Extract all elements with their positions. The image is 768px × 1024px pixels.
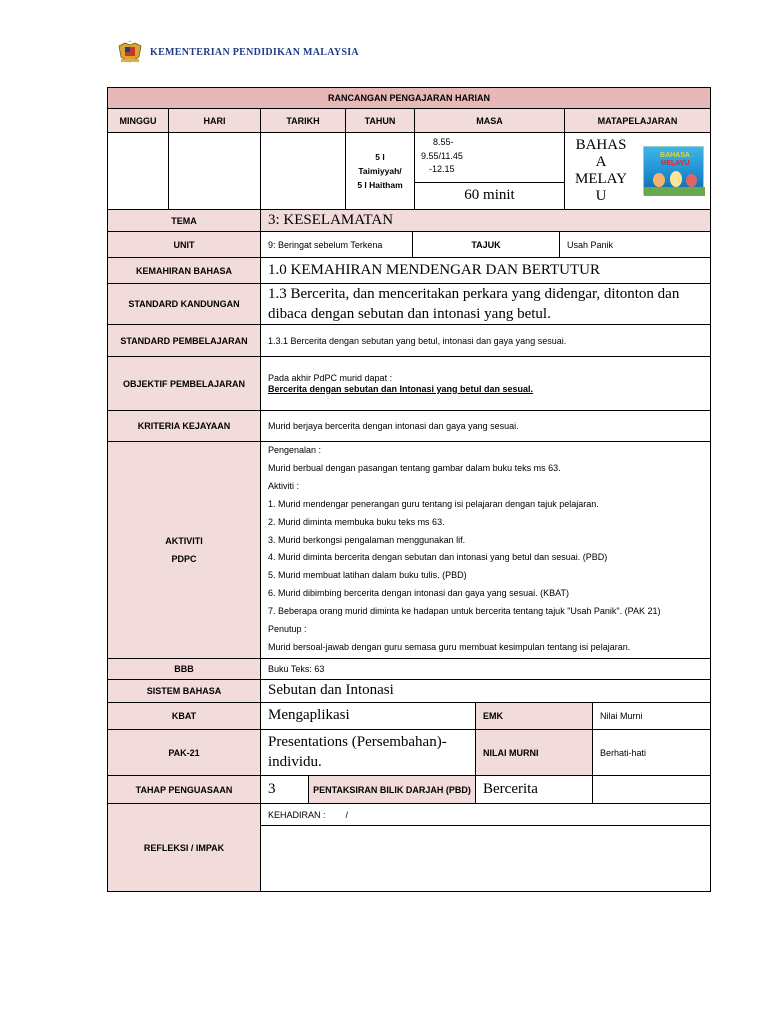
aktiviti-content	[260, 441, 711, 659]
kriteria-label: KRITERIA KEJAYAAN	[107, 410, 261, 442]
header-matapelajaran: MATAPELAJARAN	[564, 108, 711, 133]
cover-figure-3	[686, 174, 697, 187]
cover-ground	[644, 187, 705, 196]
bbb-label: BBB	[107, 658, 261, 680]
hari-cell	[168, 132, 261, 210]
masa-line: -12.15	[429, 164, 455, 174]
subject-line: MELAY	[575, 171, 627, 187]
tema-label: TEMA	[107, 209, 261, 232]
kemahiran-label: KEMAHIRAN BAHASA	[107, 257, 261, 284]
subject-line: U	[595, 188, 607, 204]
tajuk-value: Usah Panik	[559, 231, 711, 258]
aktiviti-line: 6. Murid dibimbing bercerita dengan intonasi dan gaya yang sesuai. (KBAT)	[268, 588, 570, 599]
unit-label: UNIT	[107, 231, 261, 258]
subject-line: BAHAS	[575, 137, 627, 153]
tajuk-label: TAJUK	[412, 231, 560, 258]
header-tarikh: TARIKH	[260, 108, 346, 133]
bbb-value: Buku Teks: 63	[260, 658, 711, 680]
masa-line: 8.55-	[433, 137, 454, 147]
standard-kandungan-value: 1.3 Bercerita, dan menceritakan perkara yang didengar, ditonton dan dibaca dengan sebutan dan intonasi yang betul.	[260, 283, 711, 325]
minggu-cell	[107, 132, 169, 210]
aktiviti-line: 5. Murid membuat latihan dalam buku tulis. (PBD)	[268, 570, 467, 581]
tahun-line: 5 I	[375, 152, 385, 162]
kriteria-value: Murid berjaya bercerita dengan intonasi dan gaya yang sesuai.	[260, 410, 711, 442]
pak21-label: PAK-21	[107, 729, 261, 776]
aktiviti-label-line2: PDPC	[171, 554, 197, 564]
objektif-label: OBJEKTIF PEMBELAJARAN	[107, 356, 261, 411]
cover-figure-2	[670, 171, 682, 187]
tahun-cell	[345, 132, 415, 210]
kbat-value: Mengaplikasi	[260, 702, 476, 730]
emk-label: EMK	[475, 702, 593, 730]
sistem-bahasa-value: Sebutan dan Intonasi	[260, 679, 711, 703]
objektif-value	[260, 356, 711, 411]
aktiviti-line: Murid berbual dengan pasangan tentang gambar dalam buku teks ms 63.	[268, 462, 561, 473]
pak21-value: Presentations (Persembahan)-individu.	[260, 729, 476, 776]
pbd-label: PENTAKSIRAN BILIK DARJAH (PBD)	[308, 775, 476, 804]
ministry-name: KEMENTERIAN PENDIDIKAN MALAYSIA	[150, 47, 359, 58]
subject-line: A	[595, 154, 607, 170]
sistem-bahasa-label: SISTEM BAHASA	[107, 679, 261, 703]
pbd-extra-cell	[592, 775, 711, 804]
standard-kandungan-label: STANDARD KANDUNGAN	[107, 283, 261, 325]
header-hari: HARI	[168, 108, 261, 133]
nilai-murni-value: Berhati-hati	[592, 729, 711, 776]
cover-title: BAHASA MELAYU	[660, 152, 690, 167]
aktiviti-line: Aktiviti :	[268, 480, 300, 491]
header-masa: MASA	[414, 108, 565, 133]
textbook-cover-image	[643, 146, 704, 195]
tahap-label: TAHAP PENGUASAAN	[107, 775, 261, 804]
subject-name	[567, 137, 635, 205]
pbd-value: Bercerita	[475, 775, 593, 804]
tahun-line: Taimiyyah/	[358, 166, 402, 176]
tema-value: 3: KESELAMATAN	[260, 209, 711, 232]
masa-duration-cell: 60 minit	[414, 182, 565, 210]
header-minggu: MINGGU	[107, 108, 169, 133]
aktiviti-line: Penutup :	[268, 624, 307, 635]
refleksi-label: REFLEKSI / IMPAK	[107, 803, 261, 892]
tahun-line: 5 I Haitham	[357, 180, 403, 190]
masa-time-cell	[414, 132, 565, 183]
aktiviti-label	[107, 441, 261, 659]
aktiviti-line: 7. Beberapa orang murid diminta ke hadapan untuk bercerita tentang tajuk "Usah Panik". (PAK 21)	[268, 606, 661, 617]
aktiviti-line: 4. Murid diminta bercerita dengan sebutan dan intonasi yang betul dan sesuai. (PBD)	[268, 552, 608, 563]
tahap-value: 3	[260, 775, 309, 804]
standard-pembelajaran-label: STANDARD PEMBELAJARAN	[107, 324, 261, 357]
header-tahun: TAHUN	[345, 108, 415, 133]
unit-value: 9: Beringat sebelum Terkena	[260, 231, 413, 258]
malaysia-coat-of-arms-logo	[116, 40, 144, 64]
masa-line: 9.55/11.45	[421, 150, 463, 161]
nilai-murni-label: NILAI MURNI	[475, 729, 593, 776]
objektif-intro: Pada akhir PdPC murid dapat :	[268, 372, 393, 383]
kbat-label: KBAT	[107, 702, 261, 730]
kemahiran-value: 1.0 KEMAHIRAN MENDENGAR DAN BERTUTUR	[260, 257, 711, 284]
aktiviti-line: 2. Murid diminta membuka buku teks ms 63.	[268, 516, 445, 527]
objektif-target: Bercerita dengan sebutan dan Intonasi yang betul dan sesual.	[268, 383, 534, 394]
subject-cell	[564, 132, 711, 210]
aktiviti-line: Pengenalan :	[268, 445, 322, 455]
aktiviti-line: 1. Murid mendengar penerangan guru tentang isi pelajaran dengan tajuk pelajaran.	[268, 498, 599, 509]
plan-title: RANCANGAN PENGAJARAN HARIAN	[107, 87, 711, 109]
aktiviti-line: 3. Murid berkongsi pengalaman menggunakan lif.	[268, 534, 466, 545]
aktiviti-line: Murid bersoal-jawab dengan guru semasa guru membuat kesimpulan tentang isi pelajaran.	[268, 641, 631, 652]
ministry-header	[116, 40, 416, 66]
kehadiran-field[interactable]: KEHADIRAN : /	[260, 803, 711, 826]
aktiviti-label-line1: AKTIVITI	[165, 536, 203, 546]
cover-figure-1	[653, 173, 665, 187]
standard-pembelajaran-value: 1.3.1 Bercerita dengan sebutan yang betul, intonasi dan gaya yang sesuai.	[260, 324, 711, 357]
refleksi-notes-field[interactable]	[260, 825, 711, 892]
tarikh-cell	[260, 132, 346, 210]
emk-value: Nilai Murni	[592, 702, 711, 730]
